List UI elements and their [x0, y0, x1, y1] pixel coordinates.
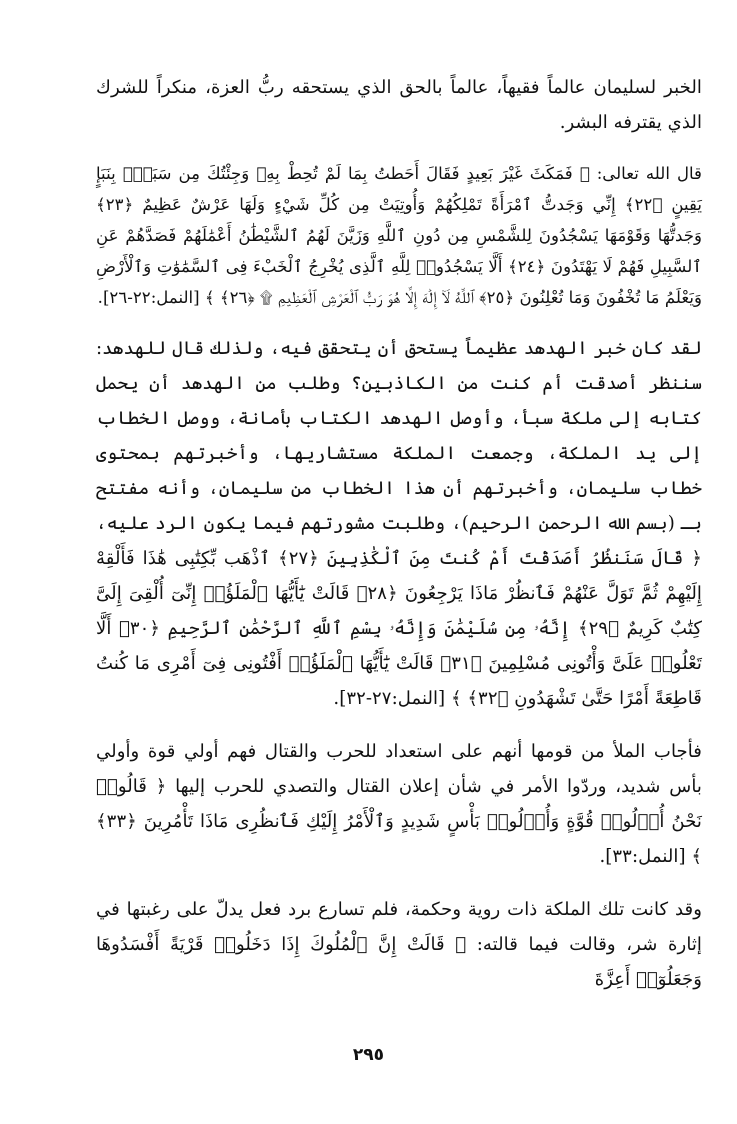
page-number: ٢٩٥ [352, 1045, 385, 1065]
paragraph-3: لقد كان خبر الهدهد عظيماً يستحق أن يتحقق فيه، ولذلك قال للهدهد: سننظر أصدقت أم كنت من الكاذبين؟ وطلب من الهدهد أن يحمل كتابه إلى ملكة سبأ، وأوصل الهدهد الكتاب بأمانة، ووصل الخطاب إلى يد الملكة، وجمعت الملكة مستشاريها، وأخبرتهم بمحتوى خطاب سليمان، وأخبرتهم أن هذا الخطاب من سليمان، وأنه مفتتح بـ (بسم الله الرحمن الرحيم)، وطلبت مشورتهم فيما يكون الرد عليه، ﴿ قَالَ سَنَنظُرُ أَصَدَقْتَ أَمْ كُنتَ مِنَ ٱلْكَٰذِبِينَ ﴿٢٧﴾ ٱذْهَب بِّكِتَٰبِى هَٰذَا فَأَلْقِهْ إِلَيْهِمْ ثُمَّ تَوَلَّ عَنْهُمْ فَٱنظُرْ مَاذَا يَرْجِعُونَ ﴿٢٨﴾ قَالَتْ يَٰٓأَيُّهَا ٱلْمَلَؤُا۟ إِنِّىٓ أُلْقِىَ إِلَىَّ كِتَٰبٌ كَرِيمٌ ﴿٢٩﴾ إِنَّهُۥ مِن سُلَيْمَٰنَ وَإِنَّهُۥ بِسْمِ ٱللَّهِ ٱلرَّحْمَٰنِ ٱلرَّحِيمِ ﴿٣٠﴾ أَلَّا تَعْلُوا۟ عَلَىَّ وَأْتُونِى مُسْلِمِينَ ﴿٣١﴾ قَالَتْ يَٰٓأَيُّهَا ٱلْمَلَؤُا۟ أَفْتُونِى فِىٓ أَمْرِى مَا كُنتُ قَاطِعَةً أَمْرًا حَتَّىٰ تَشْهَدُونِ ﴿٣٢﴾ ﴾ [النمل:٢٧-٣٢]. [96, 338, 702, 709]
paragraph-2-quran-naml-22-26: قال الله تعالى: ﴿ فَمَكَثَ غَيْرَ بَعِيدٍ فَقَالَ أَحَطتُ بِمَا لَمْ تُحِطْ بِهِۦ وَجِئْتُكَ مِن سَبَإِۭ بِنَبَإٍ يَقِينٍ ﴿٢٢﴾ إِنِّي وَجَدتُّ ٱمْرَأَةً تَمْلِكُهُمْ وَأُوتِيَتْ مِن كُلِّ شَيْءٍ وَلَهَا عَرْشٌ عَظِيمٌ ﴿٢٣﴾ وَجَدتُّهَا وَقَوْمَهَا يَسْجُدُونَ لِلشَّمْسِ مِن دُونِ ٱللَّهِ وَزَيَّنَ لَهُمُ ٱلشَّيْطَٰنُ أَعْمَٰلَهُمْ فَصَدَّهُمْ عَنِ ٱلسَّبِيلِ فَهُمْ لَا يَهْتَدُونَ ﴿٢٤﴾ أَلَّا يَسْجُدُوا۟ لِلَّهِ ٱلَّذِى يُخْرِجُ ٱلْخَبْءَ فِى ٱلسَّمَٰوَٰتِ وَٱلْأَرْضِ وَيَعْلَمُ مَا تُخْفُونَ وَمَا تُعْلِنُونَ ﴿٢٥﴾ ٱللَّهُ لَآ إِلَٰهَ إِلَّا هُوَ رَبُّ ٱلْعَرْشِ ٱلْعَظِيمِ ۩ ﴿٢٦﴾ ﴾ [النمل:٢٢-٢٦]. [96, 164, 703, 307]
page-body [96, 70, 702, 1015]
paragraph-4: فأجاب الملأ من قومها أنهم على استعداد للحرب والقتال فهم أولي قوة وأولي بأس شديد، وردّوا الأمر في شأن إعلان القتال والتصدي للحرب إليها ﴿ قَالُوا۟ نَحْنُ أُو۟لُوا۟ قُوَّةٍ وَأُو۟لُوا۟ بَأْسٍ شَدِيدٍ وَٱلْأَمْرُ إِلَيْكِ فَٱنظُرِى مَاذَا تَأْمُرِينَ ﴿٣٣﴾ ﴾ [النمل:٣٣]. [96, 741, 702, 867]
paragraph-1: الخبر لسليمان عالماً فقيهاً، عالماً بالحق الذي يستحقه ربُّ العزة، منكراً للشرك الذي يقترفه البشر. [96, 77, 702, 133]
paragraph-5: وقد كانت تلك الملكة ذات روية وحكمة، فلم تسارع برد فعل يدلّ على رغبتها في إثارة شر، وقالت فيما قالته: ﴿ قَالَتْ إِنَّ ٱلْمُلُوكَ إِذَا دَخَلُوا۟ قَرْيَةً أَفْسَدُوهَا وَجَعَلُوٓا۟ أَعِزَّةَ [96, 899, 702, 990]
